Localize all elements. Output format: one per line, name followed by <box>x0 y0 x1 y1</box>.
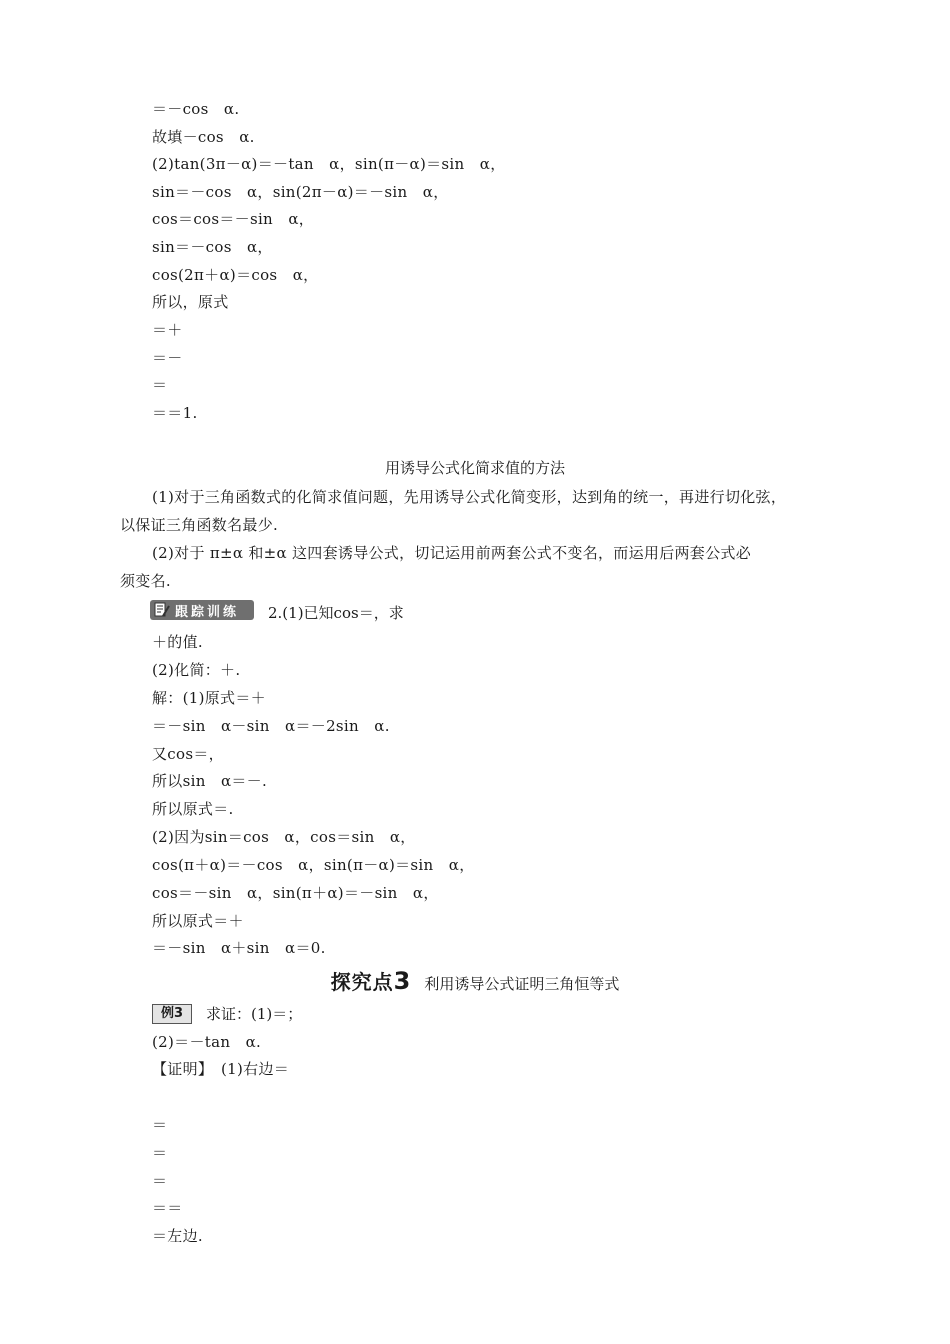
proof-line: ＝ <box>152 1172 168 1190</box>
practice-line: 解：(1)原式＝＋ <box>152 689 266 707</box>
method-paragraph-1-line-2: 以保证三角函数名最少. <box>120 516 279 534</box>
practice-line: cos＝－sin α，sin(π＋α)＝－sin α， <box>152 884 439 902</box>
practice-line: 所以原式＝＋ <box>152 912 244 930</box>
solution-line: 故填－cos α. <box>152 128 255 146</box>
proof-line: ＝＝ <box>152 1199 183 1217</box>
practice-line: 又cos＝， <box>152 745 224 763</box>
solution-line: ＝ <box>152 376 168 394</box>
example-tag: 例3 <box>152 1004 192 1024</box>
practice-line: 所以原式＝. <box>152 800 234 818</box>
solution-line: ＝＝1. <box>152 404 198 422</box>
solution-line: sin＝－cos α， <box>152 238 273 256</box>
solution-line: (2)tan(3π－α)＝－tan α，sin(π－α)＝sin α， <box>152 155 506 173</box>
practice-line: (2)因为sin＝cos α，cos＝sin α， <box>152 828 416 846</box>
example-question: 求证：(1)＝； <box>206 1005 303 1023</box>
practice-line: ＝－sin α－sin α＝－2sin α. <box>152 717 390 735</box>
method-title: 用诱导公式化简求值的方法 <box>384 459 565 477</box>
practice-question: 2.(1)已知cos＝，求 <box>268 604 404 622</box>
proof-line: ＝左边. <box>152 1227 203 1245</box>
method-paragraph-2-line-2: 须变名. <box>120 572 171 590</box>
section-label: 探究点 <box>330 970 394 994</box>
example-line: 【证明】 (1)右边＝ <box>152 1060 290 1078</box>
solution-line: ＝－cos α. <box>152 100 240 118</box>
solution-line: cos＝cos＝－sin α， <box>152 210 315 228</box>
practice-line: ＋的值. <box>152 633 203 651</box>
solution-line: sin＝－cos α，sin(2π－α)＝－sin α， <box>152 183 449 201</box>
solution-line: 所以，原式 <box>152 293 229 311</box>
method-paragraph-2-line-1: (2)对于 π±α 和±α 这四套诱导公式，切记运用前两套公式不变名，而运用后两套公式必 <box>152 544 752 562</box>
practice-line: 所以sin α＝－. <box>152 772 268 790</box>
practice-badge-label: 跟踪训练 <box>175 604 240 620</box>
section-number: 3 <box>393 967 411 995</box>
practice-line: ＝－sin α＋sin α＝0. <box>152 939 326 957</box>
proof-line: ＝ <box>152 1116 168 1134</box>
method-paragraph-1-line-1: (1)对于三角函数式的化简求值问题，先用诱导公式化简变形，达到角的统一，再进行切化弦， <box>152 488 787 506</box>
solution-line: ＝－ <box>152 349 183 367</box>
solution-line: ＝＋ <box>152 321 183 339</box>
section-subtitle: 利用诱导公式证明三角恒等式 <box>424 975 620 993</box>
section-heading <box>0 966 950 995</box>
practice-badge <box>150 600 254 620</box>
practice-line: (2)化简：＋. <box>152 661 241 679</box>
notebook-pencil-icon <box>153 602 171 618</box>
example-line: (2)＝－tan α. <box>152 1033 262 1051</box>
practice-line: cos(π＋α)＝－cos α，sin(π－α)＝sin α， <box>152 856 475 874</box>
solution-line: cos(2π＋α)＝cos α， <box>152 266 319 284</box>
proof-line: ＝ <box>152 1144 168 1162</box>
